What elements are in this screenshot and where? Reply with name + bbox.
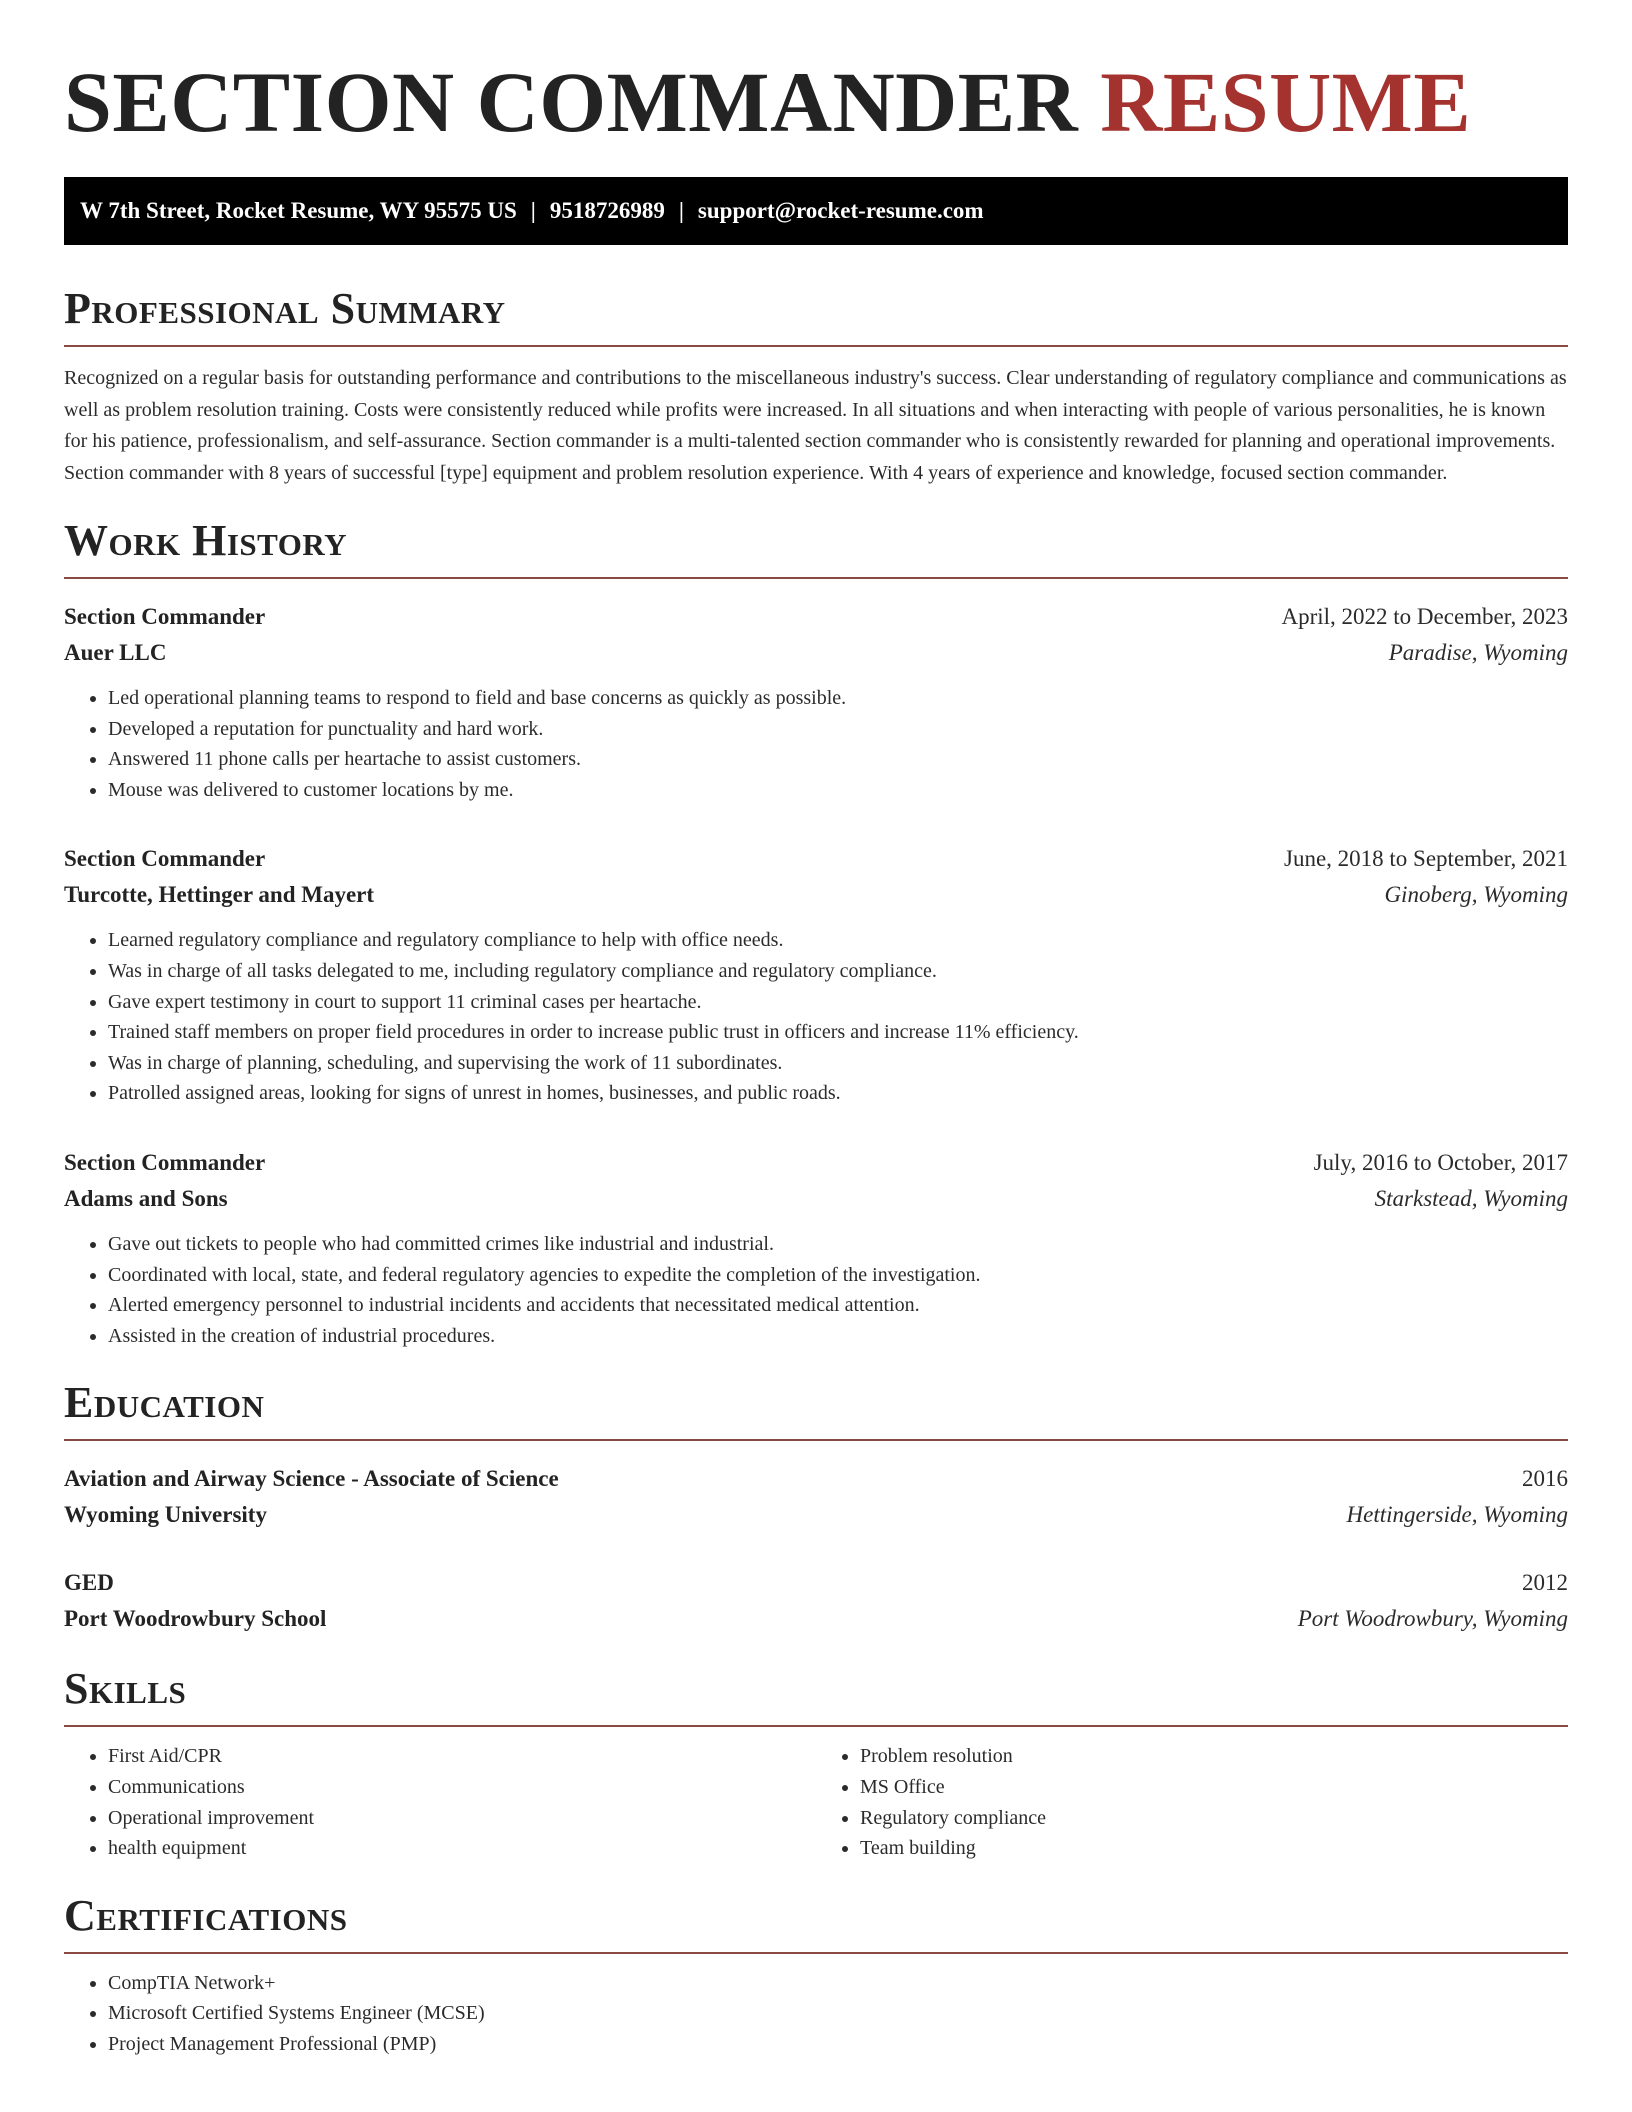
- section-divider: [64, 1725, 1568, 1727]
- skill-item: • Problem resolution: [860, 1741, 1568, 1772]
- job-entry: [64, 841, 1568, 1109]
- summary-heading: Professional Summary: [64, 284, 506, 333]
- job-duty: • Gave out tickets to people who had committed crimes like industrial and industrial.: [108, 1229, 1568, 1260]
- skills-heading: Skills: [64, 1664, 187, 1714]
- skills-column-right: [816, 1741, 1568, 1863]
- job-dates: July, 2016 to October, 2017: [1313, 1149, 1568, 1175]
- skill-item: • First Aid/CPR: [108, 1741, 816, 1772]
- job-location: Starkstead, Wyoming: [1374, 1185, 1568, 1211]
- education-year: 2016: [1522, 1466, 1568, 1492]
- summary-text: Recognized on a regular basis for outstanding performance and contributions to the miscellaneous industry's success. Clear understanding of regulatory compliance and communications as well as problem resolution training. Costs were consistently reduced while profits were increased. In all situations and when interacting with people of various personalities, he is known for his patience, professionalism, and self-assurance. Section commander is a multi-talented section commander who is consistently rewarded for planning and operational improvements. Section commander with 8 years of successful [type] equipment and problem resolution experience. With 4 years of experience and knowledge, focused section commander.: [64, 367, 1567, 484]
- contact-bar: [64, 177, 1568, 245]
- resume-title-main: SECTION COMMANDER: [64, 54, 1079, 150]
- contact-email[interactable]: support@rocket-resume.com: [697, 198, 984, 223]
- skills-column-left: [64, 1741, 816, 1863]
- job-header: [64, 841, 1568, 877]
- job-duty: • Alerted emergency personnel to industrial incidents and accidents that necessitated medical attention.: [108, 1290, 1568, 1321]
- job-duty: • Was in charge of planning, scheduling, and supervising the work of 11 subordinates.: [108, 1048, 1568, 1079]
- skill-item: • Operational improvement: [108, 1803, 816, 1834]
- job-subheader: [64, 1181, 1568, 1217]
- skill-item: • Team building: [860, 1833, 1568, 1864]
- contact-phone: 9518726989: [549, 198, 665, 223]
- job-duty: • Trained staff members on proper field procedures in order to increase public trust in officers and increase 11% efficiency.: [108, 1017, 1568, 1048]
- skill-item: • Communications: [108, 1772, 816, 1803]
- job-duty: • Mouse was delivered to customer locations by me.: [108, 775, 1568, 806]
- contact-address: W 7th Street, Rocket Resume, WY 95575 US: [80, 198, 517, 223]
- education-school: Port Woodrowbury School: [64, 1606, 327, 1632]
- skills-section: [64, 1663, 1568, 1863]
- education-school: Wyoming University: [64, 1502, 267, 1528]
- work-history-heading: Work History: [64, 516, 348, 565]
- education-subheader: [64, 1497, 1568, 1533]
- education-header: [64, 1565, 1568, 1601]
- summary-section: [64, 283, 1568, 489]
- work-history-section: [64, 515, 1568, 1351]
- job-duty: • Learned regulatory compliance and regulatory compliance to help with office needs.: [108, 925, 1568, 956]
- section-divider: [64, 1439, 1568, 1441]
- job-duties: [64, 925, 1568, 1109]
- skills-grid: [64, 1741, 1568, 1863]
- job-position: Section Commander: [64, 1149, 266, 1175]
- job-duties: [64, 1229, 1568, 1351]
- certifications-section: [64, 1890, 1568, 2060]
- skill-item: • health equipment: [108, 1833, 816, 1864]
- job-location: Paradise, Wyoming: [1388, 640, 1568, 665]
- education-subheader: [64, 1601, 1568, 1637]
- certifications-list: [64, 1968, 1568, 2060]
- resume-title: [64, 55, 1568, 150]
- job-subheader: [64, 877, 1568, 913]
- certification-item: • CompTIA Network+: [108, 1968, 1568, 1999]
- job-duties: [64, 683, 1568, 805]
- certifications-heading: Certifications: [64, 1890, 348, 1940]
- job-position: Section Commander: [64, 604, 266, 629]
- certification-item: • Microsoft Certified Systems Engineer (MCSE): [108, 1998, 1568, 2029]
- section-divider: [64, 577, 1568, 579]
- education-section: [64, 1377, 1568, 1637]
- job-duty: • Led operational planning teams to respond to field and base concerns as quickly as possible.: [108, 683, 1568, 714]
- job-header: [64, 599, 1568, 635]
- resume-title-accent: RESUME: [1100, 54, 1472, 150]
- job-entry: [64, 1145, 1568, 1351]
- education-entry: [64, 1565, 1568, 1637]
- job-header: [64, 1145, 1568, 1181]
- education-degree: GED: [64, 1570, 114, 1596]
- section-divider: [64, 345, 1568, 347]
- job-duty: • Answered 11 phone calls per heartache to assist customers.: [108, 744, 1568, 775]
- job-company: Adams and Sons: [64, 1185, 228, 1211]
- education-location: Port Woodrowbury, Wyoming: [1297, 1606, 1568, 1632]
- job-duty: • Patrolled assigned areas, looking for signs of unrest in homes, businesses, and public roads.: [108, 1078, 1568, 1109]
- education-year: 2012: [1522, 1570, 1568, 1596]
- job-duty: • Developed a reputation for punctuality and hard work.: [108, 714, 1568, 745]
- contact-separator: |: [530, 198, 536, 223]
- job-duty: • Coordinated with local, state, and federal regulatory agencies to expedite the completion of the investigation.: [108, 1260, 1568, 1291]
- education-degree: Aviation and Airway Science - Associate of Science: [64, 1466, 559, 1492]
- job-location: Ginoberg, Wyoming: [1384, 882, 1568, 908]
- section-divider: [64, 1952, 1568, 1954]
- job-dates: April, 2022 to December, 2023: [1281, 604, 1568, 629]
- skill-item: • MS Office: [860, 1772, 1568, 1803]
- skill-item: • Regulatory compliance: [860, 1803, 1568, 1834]
- job-duty: • Assisted in the creation of industrial procedures.: [108, 1321, 1568, 1352]
- job-subheader: [64, 635, 1568, 671]
- job-dates: June, 2018 to September, 2021: [1284, 846, 1568, 872]
- job-position: Section Commander: [64, 846, 266, 872]
- education-entry: [64, 1461, 1568, 1533]
- education-header: [64, 1461, 1568, 1497]
- job-duty: • Gave expert testimony in court to support 11 criminal cases per heartache.: [108, 987, 1568, 1018]
- certification-item: • Project Management Professional (PMP): [108, 2029, 1568, 2060]
- education-heading: Education: [64, 1378, 265, 1428]
- contact-separator: |: [678, 198, 684, 223]
- job-entry: [64, 599, 1568, 805]
- education-location: Hettingerside, Wyoming: [1346, 1502, 1568, 1528]
- job-company: Turcotte, Hettinger and Mayert: [64, 882, 375, 908]
- job-company: Auer LLC: [64, 640, 167, 665]
- job-duty: • Was in charge of all tasks delegated to me, including regulatory compliance and regulatory compliance.: [108, 956, 1568, 987]
